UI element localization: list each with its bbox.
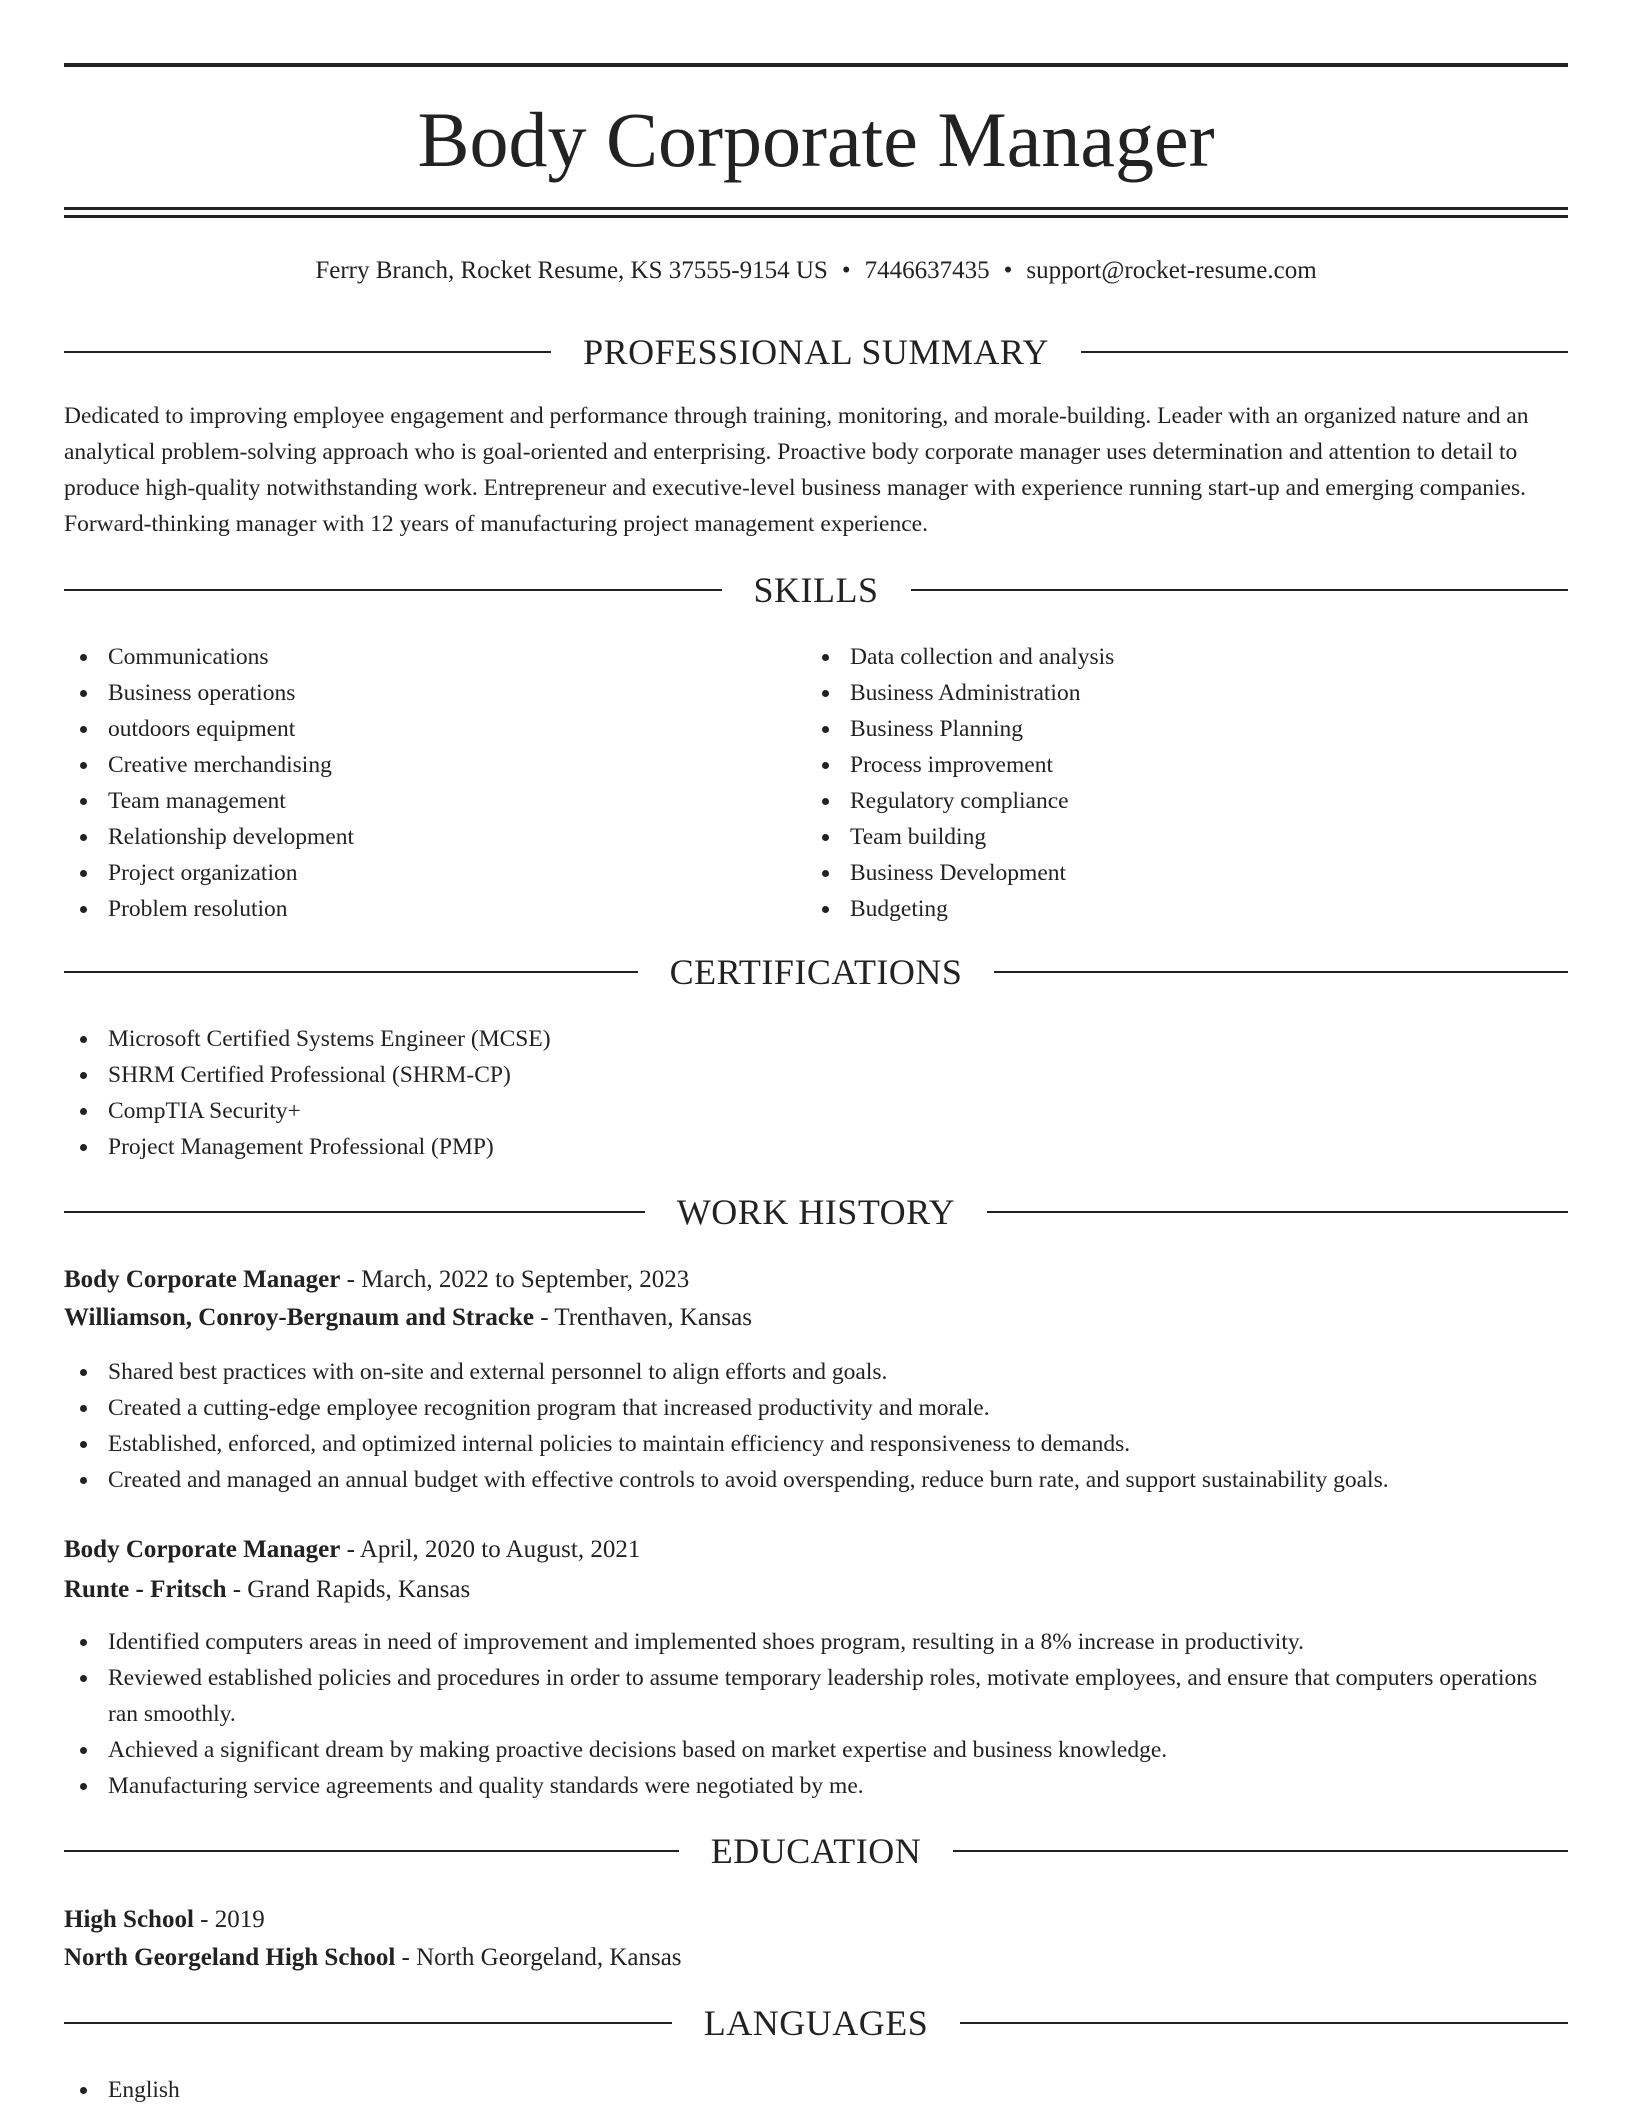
languages-list xyxy=(64,2072,1568,2108)
contact-line xyxy=(64,254,1568,288)
list-item: Achieved a significant dream by making proactive decisions based on market expertise and business knowledge. xyxy=(64,1732,1568,1768)
list-item: outdoors equipment xyxy=(64,711,764,747)
job-company-line xyxy=(64,1572,1568,1608)
heading-rule xyxy=(994,971,1568,973)
list-item: Business operations xyxy=(64,675,764,711)
list-item: Relationship development xyxy=(64,819,764,855)
heading-rule xyxy=(1081,351,1568,353)
contact-separator: • xyxy=(841,257,851,284)
job-dates: - April, 2020 to August, 2021 xyxy=(340,1536,641,1563)
list-item: Creative merchandising xyxy=(64,747,764,783)
section-heading-summary xyxy=(64,330,1568,374)
list-item: Project organization xyxy=(64,855,764,891)
list-item: Business Development xyxy=(806,855,1506,891)
job-company-line xyxy=(64,1300,1568,1336)
section-heading-skills xyxy=(64,568,1568,612)
education-school-line xyxy=(64,1940,1568,1976)
list-item: English xyxy=(64,2072,1568,2108)
section-title: WORK HISTORY xyxy=(676,1192,956,1232)
section-title: CERTIFICATIONS xyxy=(669,952,963,992)
list-item: SHRM Certified Professional (SHRM-CP) xyxy=(64,1057,1568,1093)
heading-rule xyxy=(64,351,551,353)
section-title: LANGUAGES xyxy=(703,2003,929,2043)
heading-rule xyxy=(64,1850,679,1852)
job-company: Williamson, Conroy-Bergnaum and Stracke xyxy=(64,1304,534,1331)
top-rule xyxy=(64,63,1568,67)
list-item: Regulatory compliance xyxy=(806,783,1506,819)
list-item: Microsoft Certified Systems Engineer (MCSE) xyxy=(64,1021,1568,1057)
job-company: Runte - Fritsch xyxy=(64,1576,227,1603)
heading-rule xyxy=(64,971,638,973)
job-bullets xyxy=(64,1624,1568,1804)
heading-rule xyxy=(911,589,1569,591)
job-location: - Grand Rapids, Kansas xyxy=(226,1576,471,1603)
job-title: Body Corporate Manager xyxy=(64,1536,341,1563)
contact-phone: 7446637435 xyxy=(864,257,990,284)
list-item: Budgeting xyxy=(806,891,1506,927)
job-title: Body Corporate Manager xyxy=(64,1266,341,1293)
title-rule-lower xyxy=(64,215,1568,218)
heading-rule xyxy=(64,1211,645,1213)
list-item: Problem resolution xyxy=(64,891,764,927)
list-item: Created and managed an annual budget with effective controls to avoid overspending, reduce burn rate, and support sustainability goals. xyxy=(64,1462,1568,1498)
list-item: Reviewed established policies and procedures in order to assume temporary leadership roles, motivate employees, and ensure that computers operations ran smoothly. xyxy=(64,1660,1568,1732)
contact-address: Ferry Branch, Rocket Resume, KS 37555-9154 US xyxy=(315,257,828,284)
section-heading-education xyxy=(64,1829,1568,1873)
list-item: Business Planning xyxy=(806,711,1506,747)
education-location: - North Georgeland, Kansas xyxy=(395,1944,682,1971)
education-degree: High School xyxy=(64,1906,194,1933)
list-item: Process improvement xyxy=(806,747,1506,783)
job-location: - Trenthaven, Kansas xyxy=(533,1304,752,1331)
education-degree-line xyxy=(64,1902,1568,1938)
list-item: CompTIA Security+ xyxy=(64,1093,1568,1129)
list-item: Communications xyxy=(64,639,764,675)
heading-rule xyxy=(987,1211,1568,1213)
list-item: Manufacturing service agreements and quality standards were negotiated by me. xyxy=(64,1768,1568,1804)
list-item: Data collection and analysis xyxy=(806,639,1506,675)
job-title-line xyxy=(64,1532,1568,1568)
job-bullets xyxy=(64,1354,1568,1498)
section-title: SKILLS xyxy=(753,570,879,610)
skills-list-right xyxy=(806,639,1506,927)
contact-email: support@rocket-resume.com xyxy=(1026,257,1317,284)
skills-list-left xyxy=(64,639,764,927)
section-title: PROFESSIONAL SUMMARY xyxy=(583,332,1049,372)
list-item: Business Administration xyxy=(806,675,1506,711)
contact-separator: • xyxy=(1003,257,1013,284)
list-item: Created a cutting-edge employee recognition program that increased productivity and morale. xyxy=(64,1390,1568,1426)
heading-rule xyxy=(960,2022,1568,2024)
section-heading-work-history xyxy=(64,1190,1568,1234)
list-item: Identified computers areas in need of improvement and implemented shoes program, resulting in a 8% increase in productivity. xyxy=(64,1624,1568,1660)
education-school: North Georgeland High School xyxy=(64,1944,396,1971)
page-title: Body Corporate Manager xyxy=(417,96,1215,183)
section-heading-certifications xyxy=(64,950,1568,994)
list-item: Project Management Professional (PMP) xyxy=(64,1129,1568,1165)
job-dates: - March, 2022 to September, 2023 xyxy=(340,1266,690,1293)
job-title-line xyxy=(64,1262,1568,1298)
section-heading-languages xyxy=(64,2001,1568,2045)
heading-rule xyxy=(64,589,722,591)
title-rule-upper xyxy=(64,207,1568,210)
heading-rule xyxy=(953,1850,1568,1852)
education-year: - 2019 xyxy=(193,1906,265,1933)
list-item: Team building xyxy=(806,819,1506,855)
list-item: Established, enforced, and optimized internal policies to maintain efficiency and responsiveness to demands. xyxy=(64,1426,1568,1462)
list-item: Shared best practices with on-site and external personnel to align efforts and goals. xyxy=(64,1354,1568,1390)
heading-rule xyxy=(64,2022,672,2024)
certifications-list xyxy=(64,1021,1568,1165)
summary-text: Dedicated to improving employee engagement and performance through training, monitoring, and morale-building. Leader with an organized nature and an analytical problem-solving approach who is goal-oriented and enterprising. Proactive body corporate manager uses determination and attention to detail to produce high-quality notwithstanding work. Entrepreneur and executive-level business manager with experience running start-up and emerging companies. Forward-thinking manager with 12 years of manufacturing project management experience. xyxy=(64,403,1529,537)
section-title: EDUCATION xyxy=(710,1831,922,1871)
list-item: Team management xyxy=(64,783,764,819)
